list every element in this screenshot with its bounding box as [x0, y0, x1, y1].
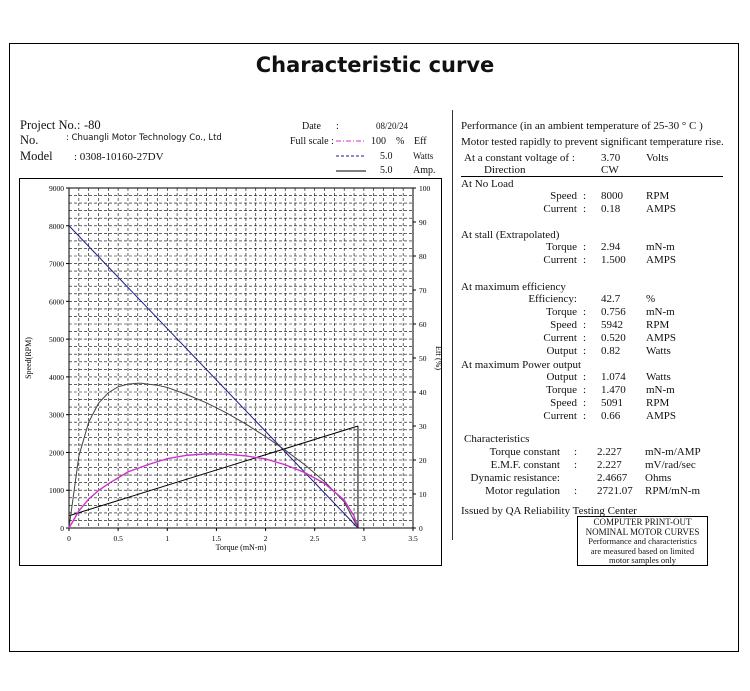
- perf-row-colon: :: [583, 384, 587, 396]
- perf-row-colon: :: [583, 332, 587, 344]
- perf-row-unit: Ohms: [645, 472, 672, 484]
- perf-row-value: 1.074: [601, 371, 626, 383]
- y2-tick-label: 50: [419, 354, 427, 363]
- perf-row-unit: RPM: [646, 190, 670, 202]
- perf-row-value: 2721.07: [597, 485, 633, 497]
- y2-tick-label: 20: [419, 456, 427, 465]
- x-tick-label: 1.5: [211, 534, 222, 543]
- perf-row-unit: %: [646, 293, 656, 305]
- perf-row-colon: :: [583, 241, 587, 253]
- x-tick-label: 0: [67, 534, 71, 543]
- legend-eff-value: 100: [371, 136, 386, 147]
- voltage-unit: Volts: [646, 152, 669, 164]
- project-value: -80: [84, 118, 101, 132]
- perf-row-value: 1.500: [601, 254, 626, 266]
- date-value: 08/20/24: [376, 121, 409, 131]
- perf-row-colon: :: [583, 203, 587, 215]
- y-tick-label: 0: [60, 524, 64, 533]
- x-axis-label: Torque (mN-m): [215, 543, 267, 552]
- note-line: COMPUTER PRINT-OUT: [593, 517, 692, 527]
- perf-row-colon: :: [583, 319, 587, 331]
- y-axis-label: Speed(RPM): [24, 337, 33, 379]
- perf-row-label: Efficiency:: [528, 293, 577, 305]
- perf-row-value: 0.82: [601, 345, 621, 357]
- perf-row-unit: AMPS: [646, 332, 676, 344]
- y-tick-label: 2000: [49, 448, 64, 458]
- perf-row-colon: :: [583, 397, 587, 409]
- date-label: Date: [302, 121, 321, 132]
- fullscale-label: Full scale :: [290, 136, 334, 147]
- perf-row-label: Dynamic resistance:: [470, 472, 560, 484]
- perf-row-value: 0.520: [601, 332, 626, 344]
- legend-eff-unit: %: [396, 136, 405, 147]
- x-tick-label: 3.5: [408, 534, 418, 543]
- perf-row-unit: mV/rad/sec: [645, 459, 696, 471]
- performance-intro: Performance (in an ambient temperature of 25-30 ° C ): [461, 120, 703, 132]
- perf-row-colon: :: [583, 371, 587, 383]
- section-heading: At maximum efficiency: [461, 281, 566, 293]
- perf-row-unit: Watts: [646, 345, 671, 357]
- perf-row-label: E.M.F. constant: [490, 459, 560, 471]
- y2-tick-label: 60: [419, 320, 427, 329]
- y2-tick-label: 40: [419, 388, 427, 397]
- no-value: : Chuangli Motor Technology Co., Ltd: [66, 133, 222, 143]
- perf-row-label: Current: [543, 254, 577, 266]
- note-line: Performance and characteristics: [588, 536, 697, 546]
- perf-row-value: 0.18: [601, 203, 621, 215]
- perf-row-unit: RPM: [646, 397, 670, 409]
- perf-row-value: 5091: [601, 397, 623, 409]
- model-value: : 0308-10160-27DV: [74, 151, 164, 163]
- date-colon: :: [336, 121, 339, 132]
- perf-row-label: Torque constant: [489, 446, 560, 458]
- computer-printout-note: [577, 516, 708, 566]
- x-tick-label: 1: [165, 534, 170, 543]
- perf-row-unit: AMPS: [646, 410, 676, 422]
- perf-row-unit: mN-m: [646, 384, 675, 396]
- y2-tick-label: 0: [419, 524, 423, 533]
- perf-row-value: 0.756: [601, 306, 626, 318]
- y-tick-label: 9000: [49, 184, 64, 193]
- section-heading: At No Load: [461, 178, 514, 190]
- perf-row-colon: :: [583, 345, 587, 357]
- y-tick-label: 4000: [49, 372, 64, 382]
- perf-row-label: Current: [543, 332, 577, 344]
- voltage-label: At a constant voltage of :: [464, 152, 575, 164]
- perf-row-label: Speed: [550, 397, 577, 409]
- perf-row-label: Torque: [546, 306, 577, 318]
- perf-row-label: Torque: [546, 241, 577, 253]
- perf-row-value: 1.470: [601, 384, 626, 396]
- perf-row-value: 5942: [601, 319, 623, 331]
- issued-by: Issued by QA Reliability Testing Center: [461, 505, 637, 517]
- perf-row-label: Output: [546, 345, 577, 357]
- perf-row-label: Output: [546, 371, 577, 383]
- y2-tick-label: 10: [419, 490, 427, 499]
- note-line: NOMINAL MOTOR CURVES: [585, 526, 700, 537]
- y-tick-label: 8000: [49, 221, 64, 231]
- perf-row-colon: :: [583, 410, 587, 422]
- y2-axis-label: Eff (%): [434, 345, 443, 371]
- perf-row-unit: mN-m/AMP: [645, 446, 701, 458]
- perf-row-label: Current: [543, 203, 577, 215]
- x-tick-label: 2: [263, 534, 268, 543]
- perf-row-colon: :: [574, 485, 578, 497]
- note-line: are measured based on limited: [590, 545, 695, 556]
- y-tick-label: 6000: [49, 297, 64, 307]
- y-tick-label: 7000: [49, 259, 64, 269]
- direction-label: Direction: [484, 164, 526, 176]
- performance-intro2: Motor tested rapidly to prevent significant temperature rise.: [461, 136, 724, 148]
- perf-row-unit: RPM: [646, 319, 670, 331]
- perf-row-colon: :: [583, 190, 587, 202]
- perf-row-label: Motor regulation: [485, 485, 560, 497]
- y-tick-label: 3000: [49, 410, 64, 420]
- perf-row-value: 8000: [601, 190, 623, 202]
- y-tick-label: 5000: [49, 335, 64, 345]
- y2-tick-label: 70: [419, 286, 427, 295]
- y2-tick-label: 80: [419, 252, 427, 261]
- perf-row-colon: :: [583, 254, 587, 266]
- y2-tick-label: 90: [419, 218, 427, 227]
- legend-amp-value: 5.0: [380, 165, 393, 176]
- y2-tick-label: 100: [419, 184, 431, 193]
- note-line: motor samples only: [608, 555, 677, 565]
- perf-row-value: 0.66: [601, 410, 621, 422]
- perf-row-label: Speed: [550, 319, 577, 331]
- y-tick-label: 1000: [49, 486, 64, 496]
- x-tick-label: 2.5: [310, 534, 320, 543]
- perf-row-label: Current: [543, 410, 577, 422]
- perf-row-value: 42.7: [601, 293, 621, 305]
- voltage-value: 3.70: [601, 152, 621, 164]
- project-label: Project No.:: [20, 118, 81, 132]
- perf-row-colon: :: [583, 306, 587, 318]
- direction-value: CW: [601, 164, 619, 176]
- section-heading: At maximum Power output: [461, 359, 582, 371]
- perf-row-colon: :: [574, 459, 578, 471]
- perf-row-value: 2.94: [601, 241, 621, 253]
- x-tick-label: 3: [361, 534, 366, 543]
- section-heading: At stall (Extrapolated): [461, 229, 560, 241]
- perf-row-value: 2.227: [597, 446, 622, 458]
- y2-tick-label: 30: [419, 422, 427, 431]
- page-title: Characteristic curve: [255, 53, 495, 77]
- x-tick-label: 0.5: [113, 534, 123, 543]
- perf-row-unit: mN-m: [646, 241, 675, 253]
- direction-underline: [461, 176, 723, 177]
- perf-row-unit: AMPS: [646, 203, 676, 215]
- legend-eff-name: Eff: [414, 136, 427, 147]
- perf-row-unit: AMPS: [646, 254, 676, 266]
- perf-row-value: 2.4667: [597, 472, 628, 484]
- no-label: No.: [20, 133, 39, 147]
- model-label: Model: [20, 149, 53, 163]
- legend-watts-unit: Watts: [413, 151, 434, 161]
- legend-watts-value: 5.0: [380, 151, 393, 162]
- section-heading: Characteristics: [464, 433, 530, 445]
- perf-row-label: Speed: [550, 190, 577, 202]
- perf-row-unit: RPM/mN-m: [645, 485, 701, 497]
- legend-amp-unit: Amp.: [413, 165, 436, 176]
- perf-row-unit: mN-m: [646, 306, 675, 318]
- perf-row-value: 2.227: [597, 459, 622, 471]
- perf-row-unit: Watts: [646, 371, 671, 383]
- perf-row-colon: :: [574, 446, 578, 458]
- perf-row-label: Torque: [546, 384, 577, 396]
